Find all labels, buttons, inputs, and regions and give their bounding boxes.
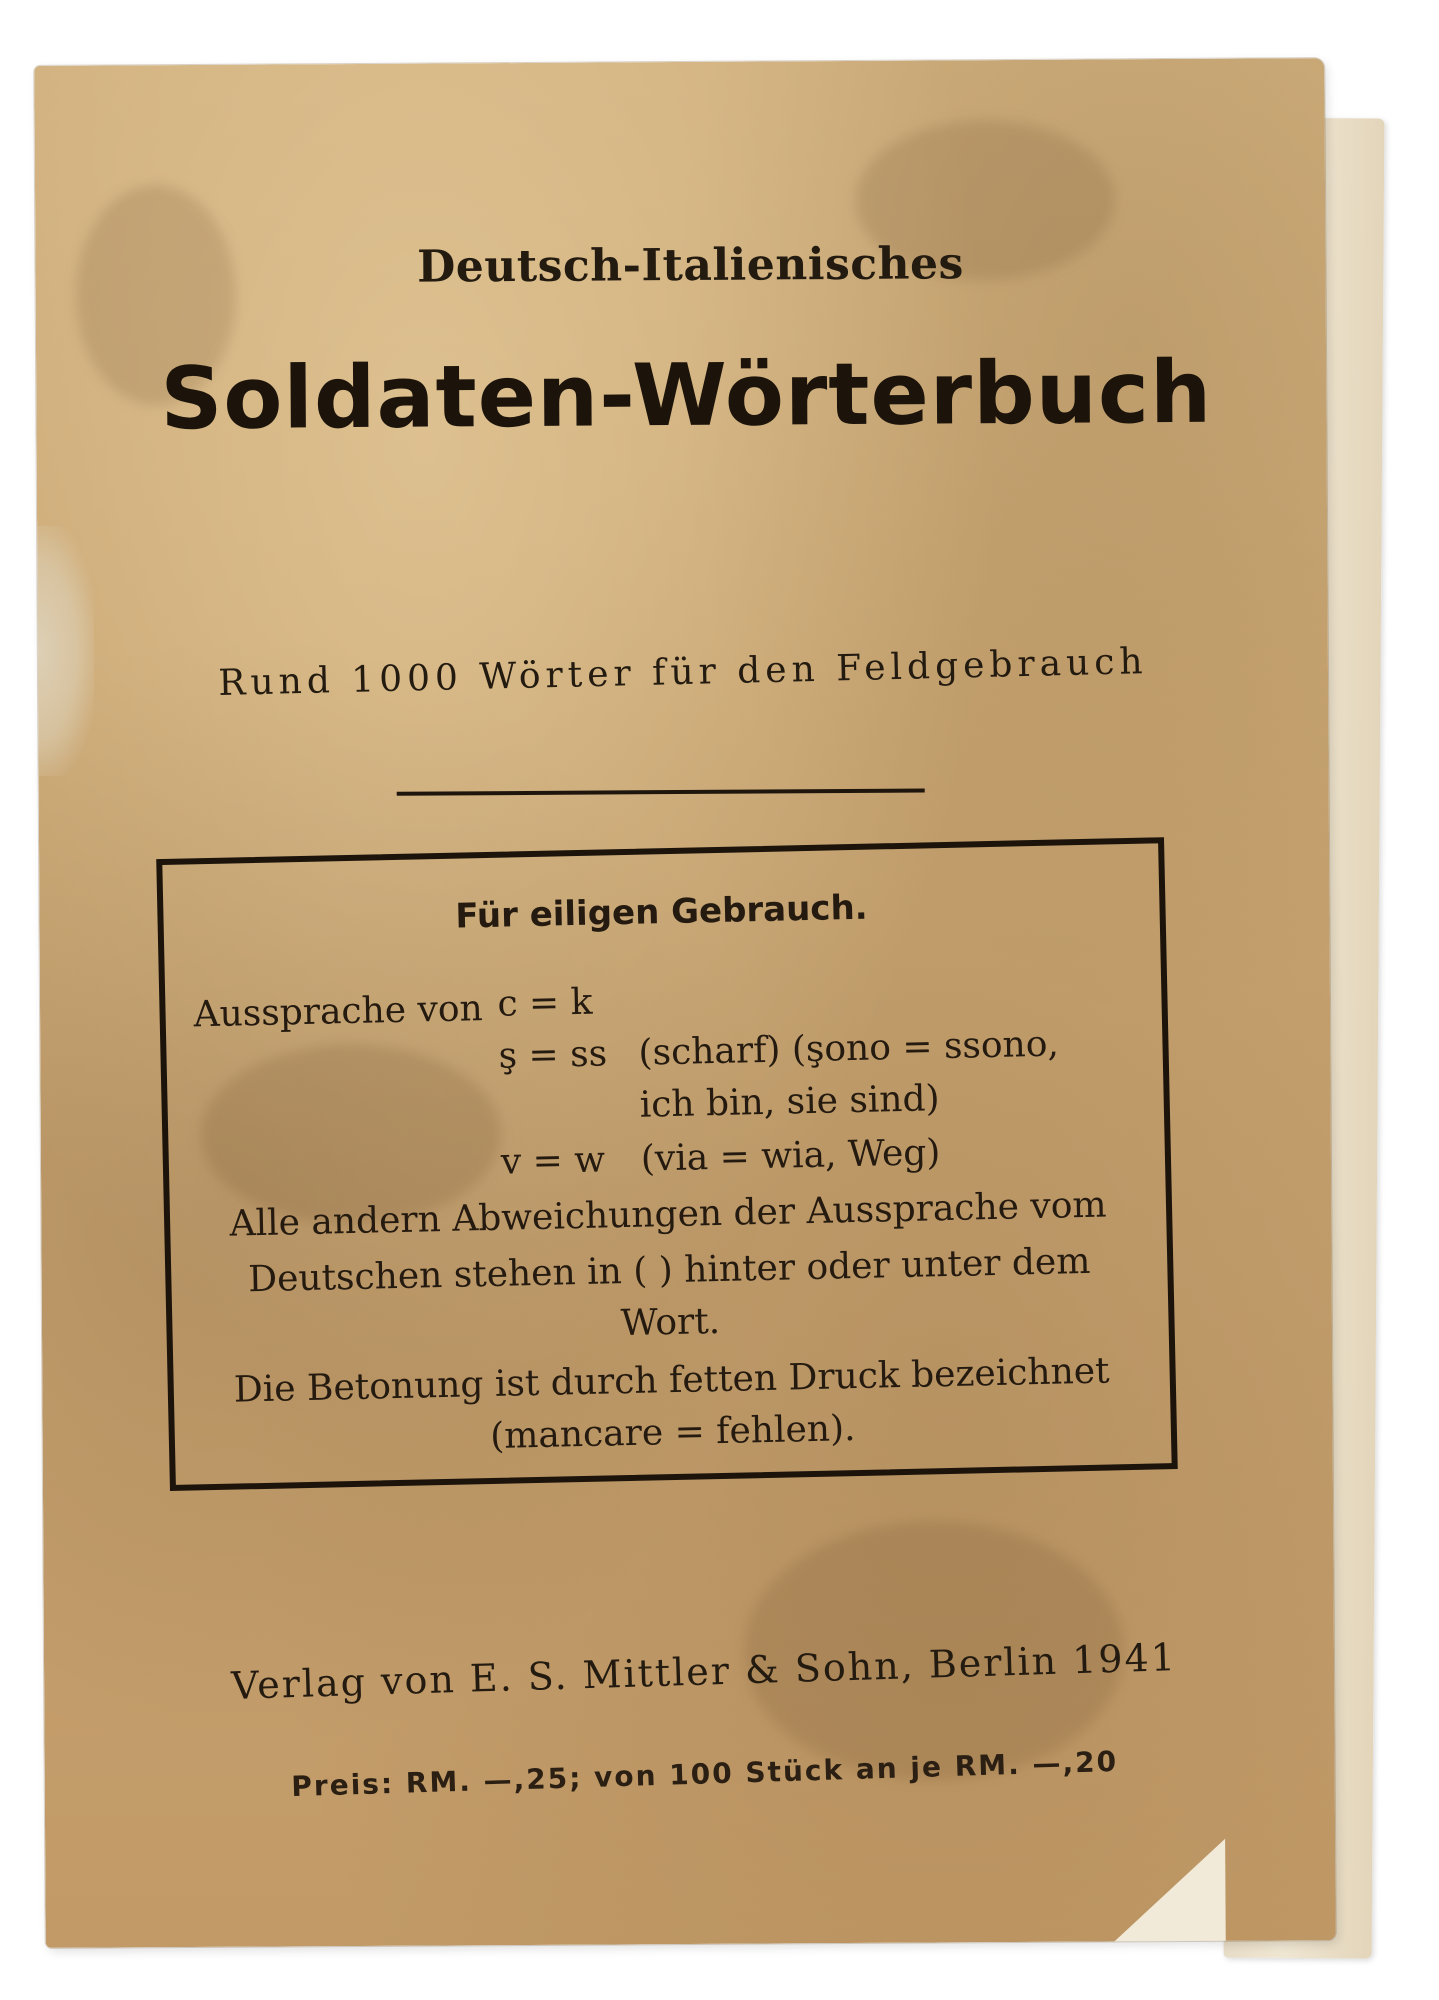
spine-wear [37, 526, 95, 776]
deviations-line-2: Deutschen stehen in ( ) hinter oder unter dem [247, 1240, 1091, 1301]
stress-line-1: Die Betonung ist durch fetten Druck bezeichnet [233, 1350, 1110, 1411]
subtitle: Rund 1000 Wörter für den Feldgebrauch [217, 641, 1149, 704]
rule-v: v = w [500, 1139, 606, 1183]
stress-line-2: (mancare = fehlen). [489, 1408, 856, 1458]
publisher-line: Verlag von E. S. Mittler & Sohn, Berlin 1941 [230, 1635, 1178, 1708]
pronunciation-label: Aussprache von [193, 988, 484, 1036]
usage-info-box [156, 837, 1178, 1491]
rule-c: c = k [497, 981, 593, 1025]
torn-corner [1105, 1839, 1226, 1948]
rule-s-note-1: (scharf) (şono = ssono, [638, 1023, 1060, 1074]
divider-rule [397, 789, 925, 796]
title-line-1: Deutsch-Italienisches [417, 238, 964, 293]
main-title: Soldaten-Wörterbuch [160, 342, 1213, 450]
box-heading: Für eiligen Gebrauch. [454, 887, 869, 937]
deviations-line-3: Wort. [620, 1300, 721, 1345]
rule-s: ş = ss [498, 1033, 608, 1077]
rule-v-note: (via = wia, Weg) [640, 1132, 941, 1180]
rule-s-note-2: ich bin, sie sind) [639, 1078, 941, 1126]
booklet-cover [34, 58, 1335, 1948]
price-line: Preis: RM. —,25; von 100 Stück an je RM. —,20 [290, 1744, 1119, 1804]
deviations-line-1: Alle andern Abweichungen der Aussprache vom [229, 1184, 1107, 1245]
